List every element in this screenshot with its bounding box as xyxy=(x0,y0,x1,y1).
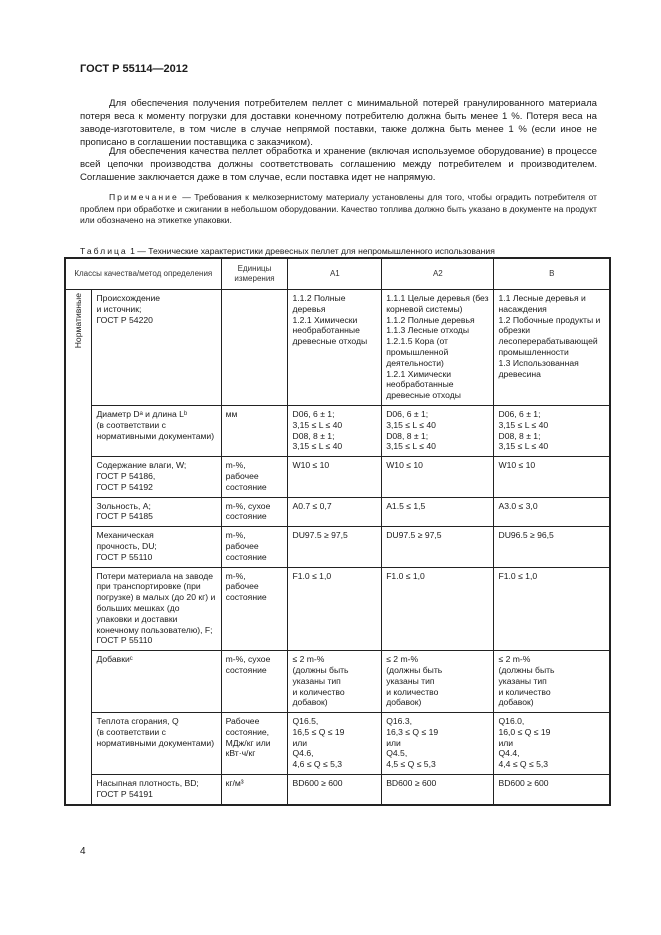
cell-property: Насыпная плотность, BD; ГОСТ Р 54191 xyxy=(92,775,221,805)
table-caption-label: Таблица xyxy=(80,246,128,256)
note-label: Примечание xyxy=(109,192,179,202)
specification-table xyxy=(65,258,610,805)
cell-a1: F1.0 ≤ 1,0 xyxy=(288,567,382,651)
cell-a2: D06, 6 ± 1; 3,15 ≤ L ≤ 40 D08, 8 ± 1; 3,15 ≤ L ≤ 40 xyxy=(382,405,494,456)
cell-unit: мм xyxy=(221,405,288,456)
table-row-origin xyxy=(66,290,610,406)
cell-unit: m-%, рабочее состояние xyxy=(221,527,288,567)
table-row-diameter-length xyxy=(66,405,610,456)
table-row-ash xyxy=(66,497,610,527)
header-b: B xyxy=(494,259,610,290)
cell-unit: Рабочее состояние, МДж/кг или кВт·ч/кг xyxy=(221,713,288,775)
header-a1: A1 xyxy=(288,259,382,290)
cell-b: Q16.0, 16,0 ≤ Q ≤ 19 или Q4.4, 4,4 ≤ Q ≤ 5,3 xyxy=(494,713,610,775)
cell-b: A3.0 ≤ 3,0 xyxy=(494,497,610,527)
cell-a2: DU97.5 ≥ 97,5 xyxy=(382,527,494,567)
cell-a1: Q16.5, 16,5 ≤ Q ≤ 19 или Q4.6, 4,6 ≤ Q ≤ 5,3 xyxy=(288,713,382,775)
normative-group-label: Нормативные xyxy=(73,293,84,349)
cell-b: DU96.5 ≥ 96,5 xyxy=(494,527,610,567)
cell-property: Добавкиᶜ xyxy=(92,651,221,713)
cell-unit: m-%, рабочее состояние xyxy=(221,457,288,497)
cell-a1: A0.7 ≤ 0,7 xyxy=(288,497,382,527)
normative-group-cell xyxy=(66,290,92,805)
table-caption-text: 1 — Технические характеристики древесных пеллет для непромышленного использования xyxy=(127,246,495,256)
table-row-bulk-density xyxy=(66,775,610,805)
cell-property: Потери материала на заводе при транспортировке (при погрузке) в малых (до 20 кг) и больших мешках (до упаковки и доставки конечному пользователю), F; ГОСТ Р 55110 xyxy=(92,567,221,651)
cell-property: Содержание влаги, W; ГОСТ Р 54186, ГОСТ Р 54192 xyxy=(92,457,221,497)
cell-a1: 1.1.2 Полные деревья 1.2.1 Химически необработанные древесные отходы xyxy=(288,290,382,406)
page-number: 4 xyxy=(80,846,86,857)
note-block xyxy=(80,192,597,227)
cell-a1: ≤ 2 m-% (должны быть указаны тип и количество добавок) xyxy=(288,651,382,713)
cell-a2: W10 ≤ 10 xyxy=(382,457,494,497)
table-row-heating-value xyxy=(66,713,610,775)
cell-b: ≤ 2 m-% (должны быть указаны тип и количество добавок) xyxy=(494,651,610,713)
cell-a2: 1.1.1 Целые деревья (без корневой системы) 1.1.2 Полные деревья 1.1.3 Лесные отходы 1.2.1.5 Кора (от промышленной деятельности) 1.2.1 Химически необработанные древесные отходы xyxy=(382,290,494,406)
paragraph-weight-loss: Для обеспечения получения потребителем пеллет с минимальной потерей гранулированного материала потеря веса к моменту погрузки для доставки конечному потребителю должна быть менее 1 %. Потеря веса на заводе-изготовителе, в том числе в случае непрямой поставки, также должна быть менее 1 % (если иное не прописано в соглашении поставщика с заказчиком). xyxy=(80,98,597,148)
cell-unit xyxy=(221,290,288,406)
cell-b: BD600 ≥ 600 xyxy=(494,775,610,805)
table-row-moisture xyxy=(66,457,610,497)
header-quality-class: Классы качества/метод определения xyxy=(66,259,222,290)
paragraph-quality-handling: Для обеспечения качества пеллет обработка и хранение (включая используемое оборудование) в процессе всей цепочки производства должны соответствовать соглашению между потребителем и производителем. Соглашение заключается даже в том случае, если поставка идет не напрямую. xyxy=(80,146,597,183)
table-row-fines xyxy=(66,567,610,651)
cell-unit: m-%, рабочее состояние xyxy=(221,567,288,651)
note-text: — Требования к мелкозернистому материалу установлены для того, чтобы оградить потребителя от проблем при обработке и сжигании в небольшом оборудовании. Качество топлива должно быть указано в документе на продукт или обозначено на этикетке упаковки. xyxy=(80,192,597,225)
cell-unit: m-%, сухое состояние xyxy=(221,497,288,527)
cell-a2: ≤ 2 m-% (должны быть указаны тип и количество добавок) xyxy=(382,651,494,713)
table-row-durability xyxy=(66,527,610,567)
cell-a2: F1.0 ≤ 1,0 xyxy=(382,567,494,651)
cell-property: Происхождение и источник; ГОСТ Р 54220 xyxy=(92,290,221,406)
document-code-header: ГОСТ Р 55114—2012 xyxy=(80,63,188,75)
cell-property: Зольность, A; ГОСТ Р 54185 xyxy=(92,497,221,527)
cell-property: Механическая прочность, DU; ГОСТ Р 55110 xyxy=(92,527,221,567)
cell-a1: DU97.5 ≥ 97,5 xyxy=(288,527,382,567)
cell-a1: W10 ≤ 10 xyxy=(288,457,382,497)
cell-unit: m-%, сухое состояние xyxy=(221,651,288,713)
cell-a2: Q16.3, 16,3 ≤ Q ≤ 19 или Q4.5, 4,5 ≤ Q ≤ 5,3 xyxy=(382,713,494,775)
cell-unit: кг/м³ xyxy=(221,775,288,805)
table-caption xyxy=(80,246,600,256)
cell-b: D06, 6 ± 1; 3,15 ≤ L ≤ 40 D08, 8 ± 1; 3,15 ≤ L ≤ 40 xyxy=(494,405,610,456)
cell-b: 1.1 Лесные деревья и насаждения 1.2 Побочные продукты и обрезки лесоперерабатывающей промышленности 1.3 Использованная древесина xyxy=(494,290,610,406)
cell-property: Теплота сгорания, Q (в соответствии с нормативными документами) xyxy=(92,713,221,775)
table-header-row xyxy=(66,259,610,290)
header-units: Единицы измерения xyxy=(221,259,288,290)
cell-b: F1.0 ≤ 1,0 xyxy=(494,567,610,651)
cell-b: W10 ≤ 10 xyxy=(494,457,610,497)
cell-a2: A1.5 ≤ 1,5 xyxy=(382,497,494,527)
table-row-additives xyxy=(66,651,610,713)
cell-a1: D06, 6 ± 1; 3,15 ≤ L ≤ 40 D08, 8 ± 1; 3,15 ≤ L ≤ 40 xyxy=(288,405,382,456)
header-a2: A2 xyxy=(382,259,494,290)
cell-a2: BD600 ≥ 600 xyxy=(382,775,494,805)
cell-property: Диаметр Dᵃ и длина Lᵇ (в соответствии с нормативными документами) xyxy=(92,405,221,456)
cell-a1: BD600 ≥ 600 xyxy=(288,775,382,805)
